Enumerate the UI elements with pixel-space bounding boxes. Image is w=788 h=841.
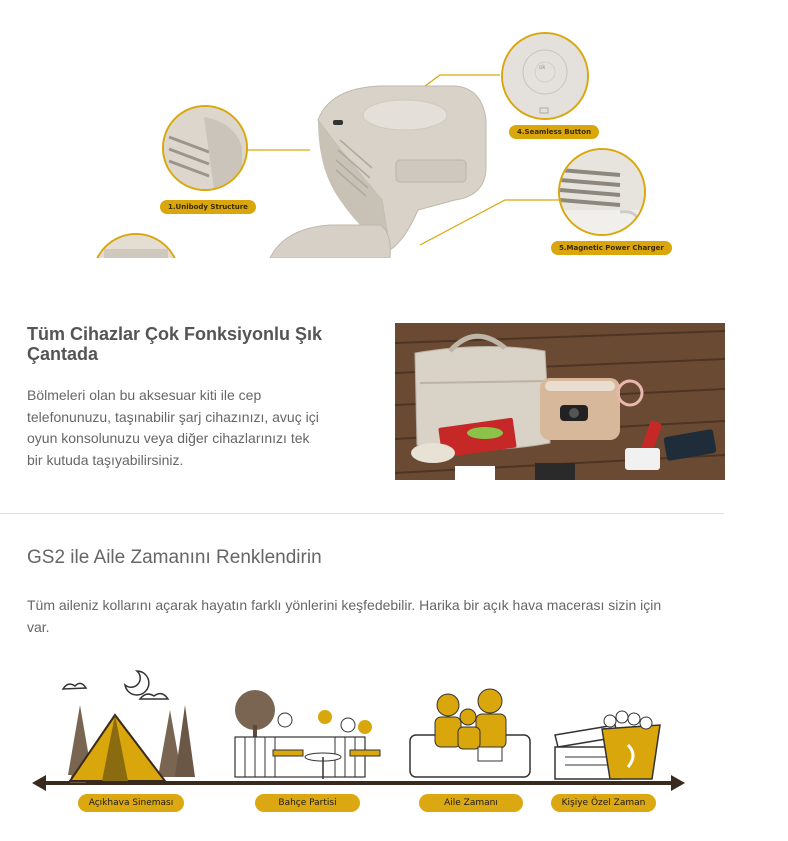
projector-illustration: [0, 0, 788, 258]
section-divider: [0, 513, 724, 514]
scene-label-family-time: Aile Zamanı: [419, 794, 523, 812]
tent-scene-icon: [63, 671, 195, 783]
garden-party-icon: [235, 690, 380, 779]
scene-label-garden-party: Bahçe Partisi: [255, 794, 360, 812]
bag-section-title: Tüm Cihazlar Çok Fonksiyonlu Şık Çantada: [27, 324, 323, 364]
unibody-closeup: [162, 105, 248, 191]
family-time-icon: [410, 689, 530, 777]
seamless-button-tag: 4.Seamless Button: [509, 125, 599, 139]
unibody-structure-tag: 1.Unibody Structure: [160, 200, 256, 214]
bag-accessories-photo: [395, 323, 725, 480]
family-section-description: Tüm aileniz kollarını açarak hayatın farklı yönlerini keşfedebilir. Harika bir açık hava macerası sizin için var.: [27, 597, 662, 635]
magnetic-charger-tag: 5.Magnetic Power Charger: [551, 241, 672, 255]
product-feature-diagram: [0, 0, 788, 258]
magnetic-charger-closeup: [558, 148, 646, 236]
scene-label-personal-time: Kişiye Özel Zaman: [551, 794, 656, 812]
seamless-button-closeup: [501, 32, 589, 120]
scene-label-outdoor-cinema: Açıkhava Sineması: [78, 794, 184, 812]
family-scenes-illustration: [30, 665, 690, 825]
bag-section-description: Bölmeleri olan bu aksesuar kiti ile cep telefonunuzu, taşınabilir şarj cihazınızı, avuç içi oyun konsolunuzu veya diğer cihazlarınızı tek bir kutuda taşıyabilirsiniz.: [27, 387, 319, 468]
ok-button-mark: ok: [539, 65, 546, 71]
personal-time-icon: [555, 711, 660, 779]
family-section-title: GS2 ile Aile Zamanını Renklendirin: [27, 547, 322, 568]
